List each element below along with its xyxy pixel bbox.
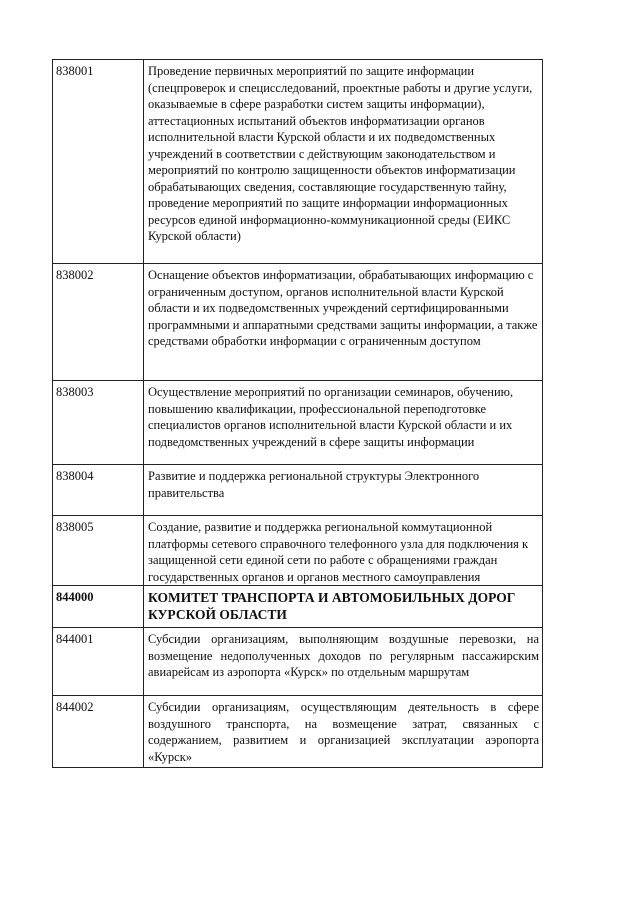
table-row	[53, 264, 543, 381]
table-row	[53, 465, 543, 516]
row-description: Создание, развитие и поддержка региональной коммутационной платформы сетевого справочного телефонного узла для подключения к защищенной сети единой сети по работе с обращениями граждан государственных органов и органов местного самоуправления	[144, 516, 543, 586]
row-code: 844002	[53, 696, 144, 768]
table-row	[53, 60, 543, 264]
section-code: 844000	[53, 586, 144, 628]
row-description: Субсидии организациям, осуществляющим деятельность в сфере воздушного транспорта, на возмещение затрат, связанных с содержанием, развитием и организацией эксплуатации аэропорта «Курск»	[144, 696, 543, 768]
row-description: Развитие и поддержка региональной структуры Электронного правительства	[144, 465, 543, 516]
row-description: Оснащение объектов информатизации, обрабатывающих информацию с ограниченным доступом, органов исполнительной власти Курской области и их подведомственных учреждений сертифицированными программными и аппаратными средствами защиты информации, а также средствами обработки информации с ограниченным доступом	[144, 264, 543, 381]
budget-codes-table	[52, 59, 543, 768]
row-code: 838005	[53, 516, 144, 586]
section-header-row	[53, 586, 543, 628]
row-code: 838002	[53, 264, 144, 381]
table-row	[53, 628, 543, 696]
table-row	[53, 696, 543, 768]
row-code: 838003	[53, 381, 144, 465]
row-code: 844001	[53, 628, 144, 696]
row-description: Проведение первичных мероприятий по защите информации (спецпроверок и специсследований, проектные работы и другие услуги, оказываемые в сфере разработки систем защиты информации), аттестационных испытаний объектов информатизации органов исполнительной власти Курской области и их подведомственных учреждений в соответствии с действующим законодательством и мероприятий по контролю защищенности объектов информатизации обрабатывающих сведения, составляющие государственную тайну, проведение мероприятий по защите информации информационных ресурсов единой информационно-коммуникационной среды (ЕИКС Курской области)	[144, 60, 543, 264]
row-description: Осуществление мероприятий по организации семинаров, обучению, повышению квалификации, профессиональной переподготовке специалистов органов исполнительной власти Курской области и их подведомственных учреждений в сфере защиты информации	[144, 381, 543, 465]
row-description: Субсидии организациям, выполняющим воздушные перевозки, на возмещение недополученных доходов по регулярным пассажирским авиарейсам из аэропорта «Курск» по отдельным маршрутам	[144, 628, 543, 696]
table-row	[53, 381, 543, 465]
row-code: 838001	[53, 60, 144, 264]
table-row	[53, 516, 543, 586]
section-title: КОМИТЕТ ТРАНСПОРТА И АВТОМОБИЛЬНЫХ ДОРОГ КУРСКОЙ ОБЛАСТИ	[144, 586, 543, 628]
row-code: 838004	[53, 465, 144, 516]
